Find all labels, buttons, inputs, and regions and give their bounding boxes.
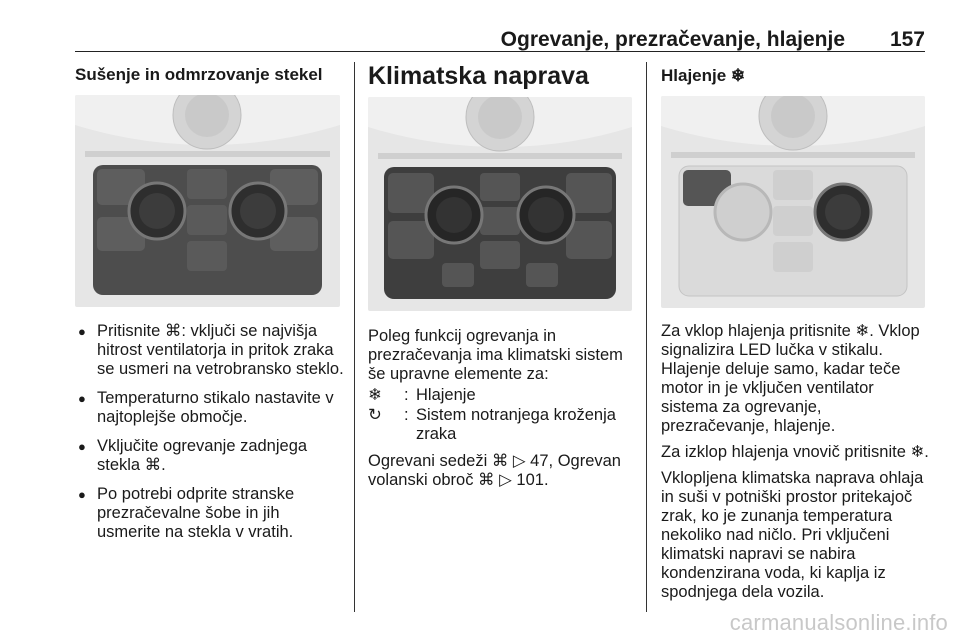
legend-row: ❄ : Hlajenje bbox=[368, 386, 640, 405]
climate-panel-image-2 bbox=[368, 97, 632, 311]
column-divider-1 bbox=[354, 62, 355, 612]
legend-desc: Hlajenje bbox=[416, 386, 476, 404]
list-item: ● Temperaturno stikalo nastavite v najtoplejše območje. bbox=[75, 389, 347, 427]
defrost-steps bbox=[75, 322, 347, 552]
ac-references: Ogrevani sedeži ⌘ ▷ 47, Ogrevan volanski obroč ⌘ ▷ 101. bbox=[368, 452, 621, 489]
paragraph: Za vklop hlajenja pritisnite ❄. Vklop signalizira LED lučka v stikalu. Hlajenje deluje samo, kadar teče motor in je vključen ventilator sistema za ogrevanje, prezračevanje, hlajenje. bbox=[661, 322, 920, 435]
ac-intro: Poleg funkcij ogrevanja in prezračevanja ima klimatski sistem še upravne elemente za: bbox=[368, 327, 623, 383]
watermark: carmanualsonline.info bbox=[729, 610, 948, 635]
page-number: 157 bbox=[889, 28, 925, 51]
climate-panel-image-3 bbox=[661, 96, 925, 308]
legend-row: ↻ : Sistem notranjega kroženja zraka bbox=[368, 406, 640, 444]
snowflake-icon: ❄ bbox=[368, 386, 382, 404]
legend-desc: Sistem notranjega kroženja zraka bbox=[416, 406, 616, 443]
list-item: ● Po potrebi odprite stranske prezračevalne šobe in jih usmerite na stekla v vratih. bbox=[75, 485, 347, 542]
chapter-title: Ogrevanje, prezračevanje, hlajenje bbox=[500, 28, 845, 51]
section-title-ac: Klimatska naprava bbox=[368, 62, 589, 90]
paragraph: Za izklop hlajenja vnovič pritisnite ❄. bbox=[661, 443, 929, 461]
page-header bbox=[75, 22, 925, 52]
cooling-text bbox=[661, 322, 931, 609]
column-divider-2 bbox=[646, 62, 647, 612]
ac-legend bbox=[368, 386, 640, 445]
list-item: ● Pritisnite ⌘: vključi se najvišja hitrost ventilatorja in pritok zraka se usmeri na vetrobransko steklo. bbox=[75, 322, 347, 379]
paragraph: Vklopljena klimatska naprava ohlaja in suši v potniški prostor pritekajoč zrak, ko je zunanja temperatura nekoliko nad ničlo. Pri vključeni klimatski napravi se nabira kondenzirana voda, ki kaplja iz spodnjega dela vozila. bbox=[661, 469, 924, 601]
climate-panel-image-1 bbox=[75, 95, 340, 307]
list-item: ● Vključite ogrevanje zadnjega stekla ⌘. bbox=[75, 437, 347, 475]
recirculation-icon: ↻ bbox=[368, 406, 382, 424]
section-title-cooling: Hlajenje ❄ bbox=[661, 66, 746, 85]
section-title-defrost: Sušenje in odmrzovanje stekel bbox=[75, 65, 323, 84]
